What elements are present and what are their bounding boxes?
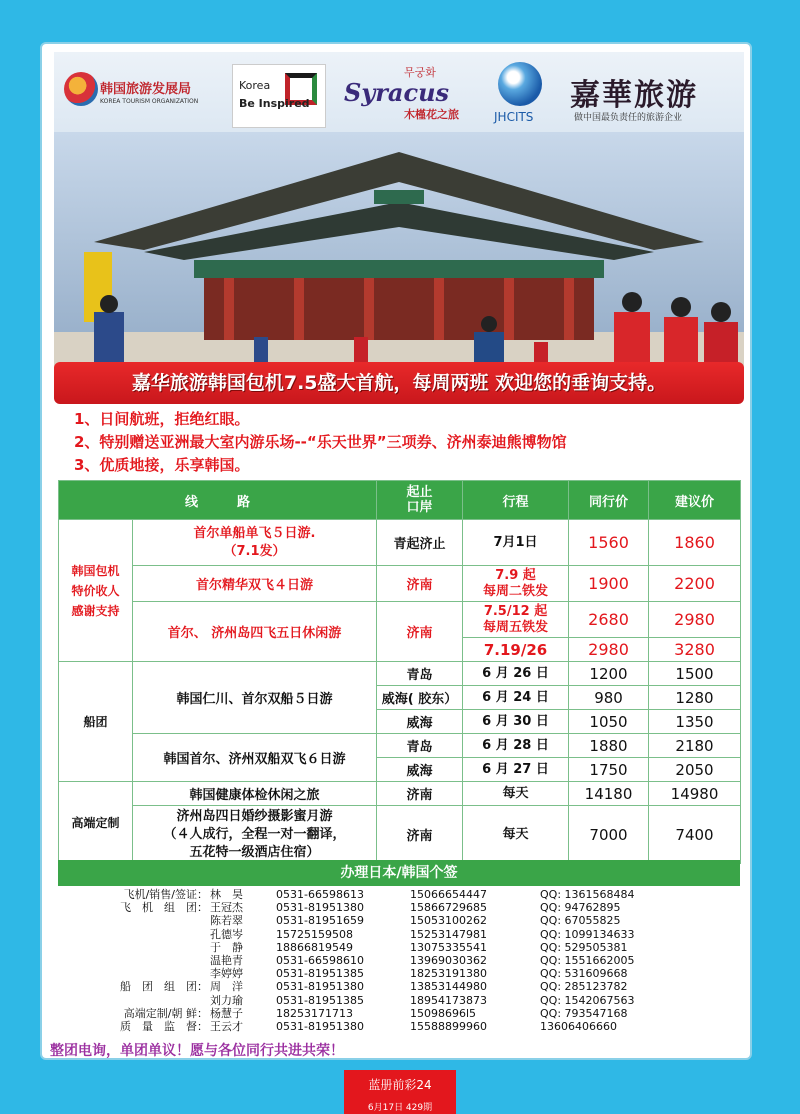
port-cell: 威海	[377, 758, 463, 782]
contact-role: 飞 机 组 团：	[120, 901, 208, 915]
table-row	[59, 662, 741, 686]
route-cell: 韩国首尔、济州双船双飞６日游	[133, 734, 377, 782]
contact-mobile: 13969030362	[410, 954, 487, 967]
contact-mobile: 15053100262	[410, 914, 487, 928]
table-row	[59, 566, 741, 602]
syracus-title: Syracus	[344, 78, 450, 107]
flyer-card	[40, 42, 752, 1060]
contact-name: 王冠杰	[210, 901, 243, 915]
peer-price-cell: 1750	[569, 758, 649, 782]
schedule-cell: 每天	[463, 806, 569, 864]
feature-item: 2、特别赠送亚洲最大室内游乐场--“乐天世界”三项券、济州泰迪熊博物馆	[74, 433, 567, 451]
schedule-cell: 7月1日	[463, 520, 569, 566]
kto-mark-icon	[64, 72, 98, 106]
suggested-price-cell: 2180	[649, 734, 741, 758]
contact-qq: QQ: 94762895	[540, 901, 621, 915]
tour-price-table	[58, 480, 741, 864]
contact-name: 王云才	[210, 1020, 243, 1033]
syracus-kr: 무궁화	[404, 66, 436, 79]
table-header-row	[59, 481, 741, 520]
peer-price-cell: 2680	[569, 602, 649, 638]
contact-phone: 15725159508	[276, 927, 353, 941]
contact-name: 杨慧子	[210, 1006, 243, 1020]
contact-role: 船 团 组 团：	[120, 980, 208, 994]
suggested-price-cell: 1280	[649, 686, 741, 710]
schedule-cell: 7.5/12 起 每周五铁发	[463, 602, 569, 638]
suggested-price-cell: 3280	[649, 638, 741, 662]
suggested-price-cell: 7400	[649, 806, 741, 864]
peer-price-cell: 2980	[569, 638, 649, 662]
contact-name: 周 洋	[210, 980, 243, 994]
contact-phone: 0531-81951385	[276, 967, 364, 981]
syracus-logo	[344, 64, 474, 124]
contact-qq: QQ: 1361568484	[540, 888, 635, 901]
page-tab	[344, 1070, 456, 1114]
contact-mobile: 13075335541	[410, 940, 487, 954]
route-cell: 韩国健康体检休闲之旅	[133, 782, 377, 806]
jiahua-slogan: 做中国最负责任的旅游企业	[574, 113, 683, 123]
peer-price-cell: 980	[569, 686, 649, 710]
contact-name: 于 静	[210, 940, 243, 954]
contact-qq: QQ: 793547168	[540, 1006, 628, 1020]
port-cell: 济南	[377, 806, 463, 864]
contact-row	[58, 941, 740, 954]
contact-row	[58, 914, 740, 927]
schedule-cell: 每天	[463, 782, 569, 806]
contact-name: 孔德岑	[210, 927, 243, 941]
contact-phone: 0531-66598610	[276, 954, 364, 967]
contact-phone: 0531-81951659	[276, 914, 364, 928]
header-image	[54, 52, 744, 382]
suggested-price-cell: 2980	[649, 602, 741, 638]
suggested-price-cell: 1860	[649, 520, 741, 566]
syracus-cn: 木槿花之旅	[404, 108, 459, 121]
contact-mobile: 15066654447	[410, 888, 487, 901]
contact-mobile: 15098696l5	[410, 1006, 477, 1020]
contact-qq: QQ: 531609668	[540, 967, 628, 981]
route-cell: 首尔、 济州岛四飞五日休闲游	[133, 602, 377, 662]
port-cell: 济南	[377, 566, 463, 602]
header-peer-price: 同行价	[569, 481, 649, 520]
promo-banner	[54, 362, 744, 404]
contact-row	[58, 928, 740, 941]
contact-row	[58, 994, 740, 1007]
contact-qq: QQ: 1542067563	[540, 993, 635, 1007]
table-row	[59, 520, 741, 566]
contact-qq: QQ: 285123782	[540, 980, 628, 994]
jiahua-logo	[564, 70, 744, 130]
contact-phone: 0531-81951380	[276, 980, 364, 994]
contact-name: 林 昊	[210, 888, 243, 901]
contact-role: 高端定制/朝 鲜：	[123, 1006, 208, 1020]
contact-name: 温艳青	[210, 954, 243, 967]
table-row	[59, 602, 741, 638]
schedule-cell: 6 月 30 日	[463, 710, 569, 734]
contact-row	[58, 1007, 740, 1020]
contact-name: 陈若翠	[210, 914, 243, 928]
schedule-cell: 6 月 27 日	[463, 758, 569, 782]
header-route: 线 路	[59, 481, 377, 520]
contact-row	[58, 901, 740, 914]
contact-row	[58, 967, 740, 980]
suggested-price-cell: 2050	[649, 758, 741, 782]
jiahua-title: 嘉華旅游	[570, 78, 698, 113]
be-inspired-text: Be Inspired	[239, 97, 310, 110]
port-cell: 威海	[377, 710, 463, 734]
contact-phone: 0531-81951380	[276, 901, 364, 915]
contact-phone: 0531-66598613	[276, 888, 364, 901]
schedule-cell: 7.9 起 每周二铁发	[463, 566, 569, 602]
palace-photo	[54, 132, 744, 382]
contact-phone: 0531-81951385	[276, 993, 364, 1007]
peer-price-cell: 1880	[569, 734, 649, 758]
visa-bar: 办理日本/韩国个签	[58, 860, 740, 886]
contact-qq: 13606406660	[540, 1020, 617, 1033]
table-row	[59, 782, 741, 806]
schedule-cell: 6 月 28 日	[463, 734, 569, 758]
suggested-price-cell: 2200	[649, 566, 741, 602]
jhcits-text: JHCITS	[494, 110, 534, 124]
feature-item: 3、优质地接，乐享韩国。	[74, 456, 250, 474]
category-charter: 韩国包机 特价收人 感谢支持	[59, 520, 133, 662]
kto-logo	[64, 72, 224, 122]
peer-price-cell: 1200	[569, 662, 649, 686]
contact-role: 质 量 监 督：	[120, 1020, 208, 1033]
footer-note: 整团电询，单团单议！愿与各位同行共进共荣！	[50, 1043, 344, 1059]
peer-price-cell: 1560	[569, 520, 649, 566]
contact-row	[58, 980, 740, 993]
port-cell: 威海( 胶东）	[377, 686, 463, 710]
contact-row	[58, 954, 740, 967]
contact-mobile: 15588899960	[410, 1020, 487, 1033]
route-cell: 首尔单船单飞５日游. （7.1发）	[133, 520, 377, 566]
contact-mobile: 13853144980	[410, 980, 487, 994]
contact-qq: QQ: 67055825	[540, 914, 621, 928]
contact-mobile: 15866729685	[410, 901, 487, 915]
peer-price-cell: 7000	[569, 806, 649, 864]
schedule-cell: 6 月 26 日	[463, 662, 569, 686]
category-custom: 高端定制	[59, 782, 133, 864]
peer-price-cell: 1900	[569, 566, 649, 602]
page-tab-title: 蓝册前彩24	[368, 1078, 432, 1092]
contact-mobile: 15253147981	[410, 927, 487, 941]
contact-role: 飞机/销售/签证：	[123, 888, 208, 901]
feature-item: 1、日间航班，拒绝红眼。	[74, 410, 250, 428]
port-cell: 济南	[377, 602, 463, 662]
contact-phone: 0531-81951380	[276, 1020, 364, 1033]
suggested-price-cell: 1500	[649, 662, 741, 686]
promo-banner-text: 嘉华旅游韩国包机7.5盛大首航，每周两班 欢迎您的垂询支持。	[131, 372, 667, 394]
contact-mobile: 18253191380	[410, 967, 487, 981]
contact-qq: QQ: 529505381	[540, 940, 628, 954]
suggested-price-cell: 14980	[649, 782, 741, 806]
kto-name-en: KOREA TOURISM ORGANIZATION	[100, 98, 199, 105]
contact-list	[58, 888, 740, 1036]
schedule-cell: 7.19/26	[463, 638, 569, 662]
port-cell: 青岛	[377, 662, 463, 686]
korea-be-inspired-logo	[232, 64, 326, 128]
contact-phone: 18253171713	[276, 1006, 353, 1020]
header-suggested-price: 建议价	[649, 481, 741, 520]
korea-text: Korea	[239, 79, 271, 92]
contact-row	[58, 1020, 740, 1033]
schedule-cell: 6 月 24 日	[463, 686, 569, 710]
route-cell: 韩国仁川、首尔双船５日游	[133, 662, 377, 734]
port-cell: 青起济止	[377, 520, 463, 566]
page-tab-issue: 6月17日 429期	[367, 1103, 433, 1113]
contact-qq: QQ: 1099134633	[540, 927, 635, 941]
globe-icon	[498, 62, 542, 106]
route-cell: 济州岛四日婚纱摄影蜜月游 （４人成行，全程一对一翻译， 五花特一级酒店住宿）	[133, 806, 377, 864]
category-ship: 船团	[59, 662, 133, 782]
peer-price-cell: 1050	[569, 710, 649, 734]
jhcits-logo	[482, 60, 562, 128]
suggested-price-cell: 1350	[649, 710, 741, 734]
contact-name: 李婷婷	[210, 967, 243, 981]
route-cell: 首尔精华双飞４日游	[133, 566, 377, 602]
contact-phone: 18866819549	[276, 940, 353, 954]
table-row	[59, 806, 741, 864]
port-cell: 青岛	[377, 734, 463, 758]
table-row	[59, 734, 741, 758]
logo-bar	[54, 52, 744, 132]
port-cell: 济南	[377, 782, 463, 806]
kto-name: 韩国旅游发展局	[100, 82, 192, 97]
contact-qq: QQ: 1551662005	[540, 954, 635, 967]
feature-list	[74, 408, 744, 477]
contact-mobile: 18954173873	[410, 993, 487, 1007]
peer-price-cell: 14180	[569, 782, 649, 806]
contact-row	[58, 888, 740, 901]
contact-name: 刘力瑜	[210, 993, 243, 1007]
header-port: 起止 口岸	[377, 481, 463, 520]
header-schedule: 行程	[463, 481, 569, 520]
